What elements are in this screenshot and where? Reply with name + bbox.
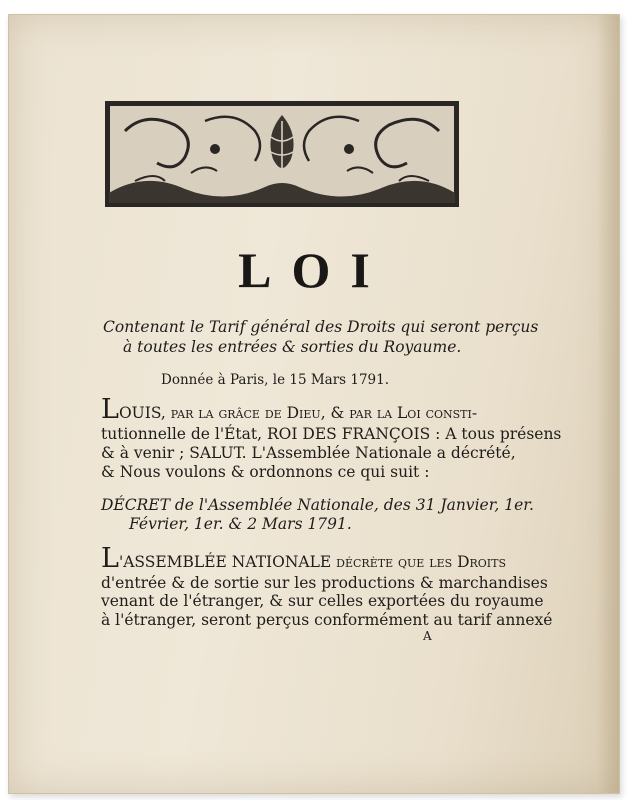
paragraph-1-line-4: & Nous voulons & ordonnons ce qui suit : bbox=[101, 463, 430, 481]
signature-mark: A bbox=[423, 629, 432, 643]
paragraph-1-line-1-text: OUIS, par la grâce de Dieu, & par la Loi consti- bbox=[118, 404, 478, 422]
paragraph-2-line-3: venant de l'étranger, & sur celles exportées du royaume bbox=[101, 592, 544, 610]
paragraph-1-initial: L bbox=[101, 394, 119, 425]
paragraph-2-line-2: d'entrée & de sortie sur les productions & marchandises bbox=[101, 574, 548, 592]
page-title: LOI bbox=[238, 242, 390, 298]
paragraph-1-line-2: tutionnelle de l'État, ROI DES FRANÇOIS : A tous présens bbox=[101, 425, 562, 443]
page-edge-shading bbox=[597, 15, 619, 793]
paragraph-1-line-1 bbox=[101, 394, 477, 425]
paragraph-2-line-4: à l'étranger, seront perçus conformément au tarif annexé bbox=[101, 611, 553, 629]
ornament-headpiece bbox=[105, 101, 459, 207]
decret-heading-line-1: DÉCRET de l'Assemblée Nationale, des 31 Janvier, 1er. bbox=[101, 496, 534, 514]
paragraph-2-line-1-text: 'ASSEMBLÉE NATIONALE décrète que les Droits bbox=[118, 553, 507, 571]
paragraph-2-initial: L bbox=[101, 543, 119, 574]
subtitle-line-2: à toutes les entrées & sorties du Royaume. bbox=[123, 338, 462, 356]
document-page bbox=[8, 14, 620, 794]
decret-heading-line-2: Février, 1er. & 2 Mars 1791. bbox=[129, 515, 352, 533]
paragraph-1-line-3: & à venir ; SALUT. L'Assemblée Nationale a décrété, bbox=[101, 444, 516, 462]
issue-date: Donnée à Paris, le 15 Mars 1791. bbox=[161, 372, 390, 388]
paragraph-2-line-1 bbox=[101, 543, 506, 574]
subtitle-line-1: Contenant le Tarif général des Droits qui seront perçus bbox=[103, 318, 539, 336]
